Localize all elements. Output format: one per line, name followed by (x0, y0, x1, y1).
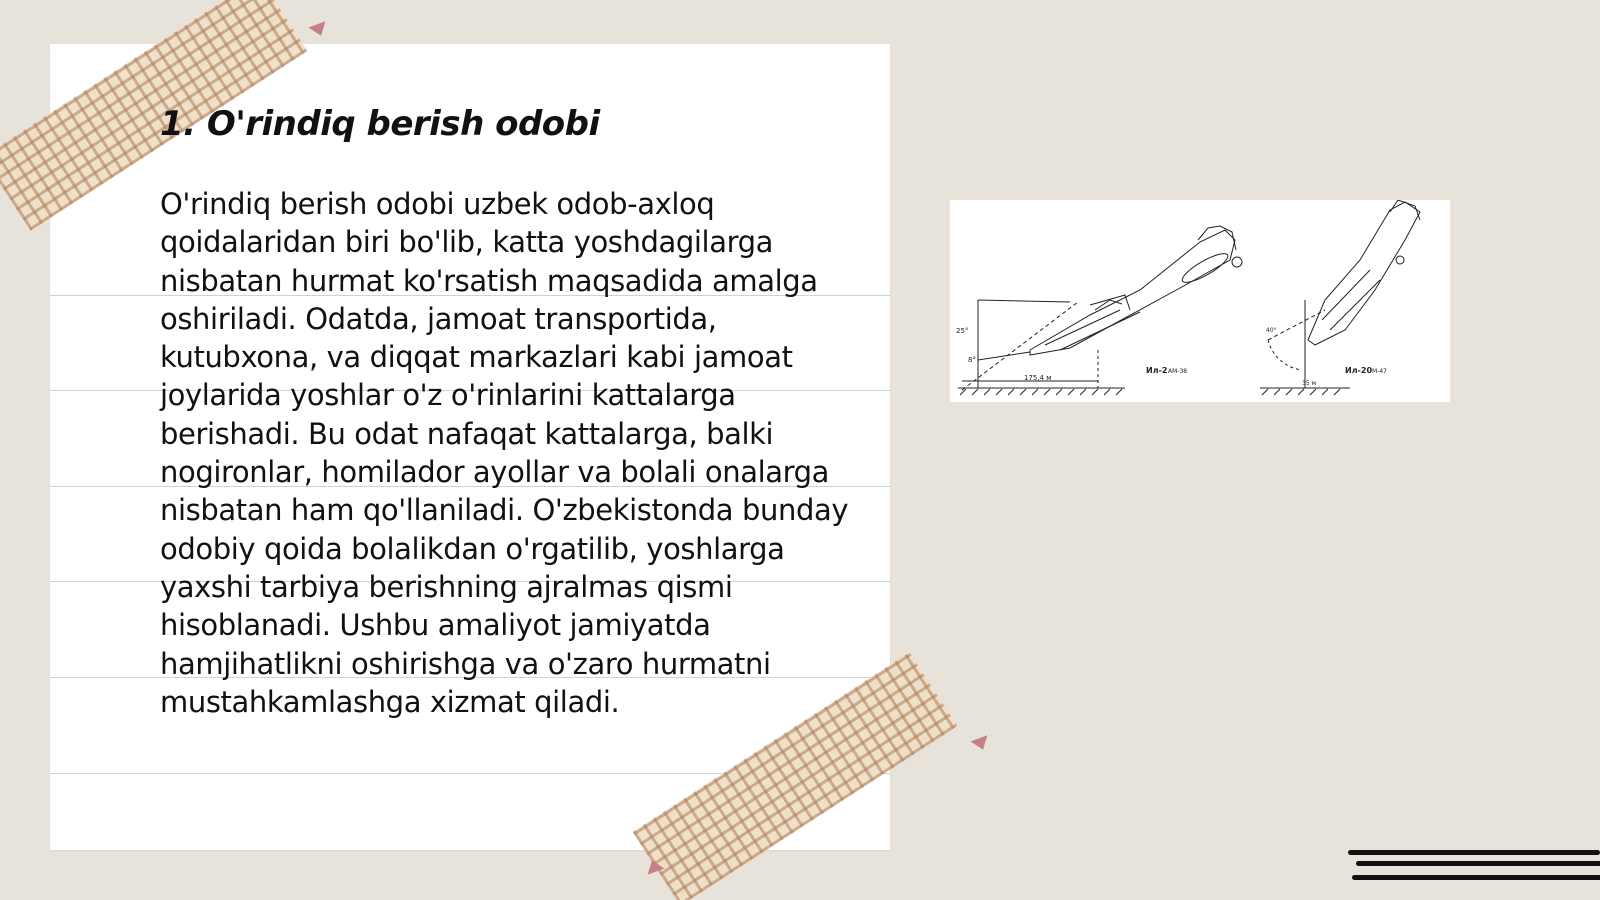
distance-label: 35 м (1302, 380, 1317, 387)
engine-label: М-47 (1372, 368, 1387, 375)
tape-pin (308, 21, 329, 38)
slide-title: 1. O'rindiq berish odobi (160, 104, 600, 144)
tape-pin (970, 735, 991, 752)
brush-stroke (1352, 875, 1600, 880)
angle-label: 40° (1266, 327, 1277, 334)
aircraft-il20-drawing (1308, 200, 1420, 345)
angle-label: 8° (968, 356, 976, 364)
aircraft-il2-drawing (1030, 226, 1242, 355)
angle-label: 25° (956, 327, 969, 335)
slide-body-text: O'rindiq berish odobi uzbek odob-axloq qoidalaridan biri bo'lib, katta yoshdagilarga nisbatan hurmat ko'rsatish maqsadida amalga oshiriladi. Odatda, jamoat transportida, kutubxona, va diqqat markazlari kabi jamoat joylarida yoshlar o'z o'rinlarini kattalarga berishadi. Bu odat nafaqat kattalarga, balki nogironlar, homilador ayollar va bolali onalarga nisbatan ham qo'llaniladi. O'zbekistonda bunday odobiy qoida bolalikdan o'rgatilib, yoshlarga yaxshi tarbiya berishning ajralmas qismi hisoblanadi. Ushbu amaliyot jamiyatda hamjihatlikni oshirishga va o'zaro hurmatni mustahkamlashga xizmat qiladi. (160, 187, 849, 719)
aircraft-label: Ил-2 (1146, 366, 1168, 375)
engine-label: АМ-38 (1168, 368, 1188, 375)
distance-label: 175,4 м (1024, 374, 1052, 382)
brush-stroke (1356, 861, 1600, 866)
brush-stroke (1348, 850, 1600, 855)
aircraft-label: Ил-20 (1345, 366, 1373, 375)
aircraft-dive-diagram (950, 200, 1450, 402)
